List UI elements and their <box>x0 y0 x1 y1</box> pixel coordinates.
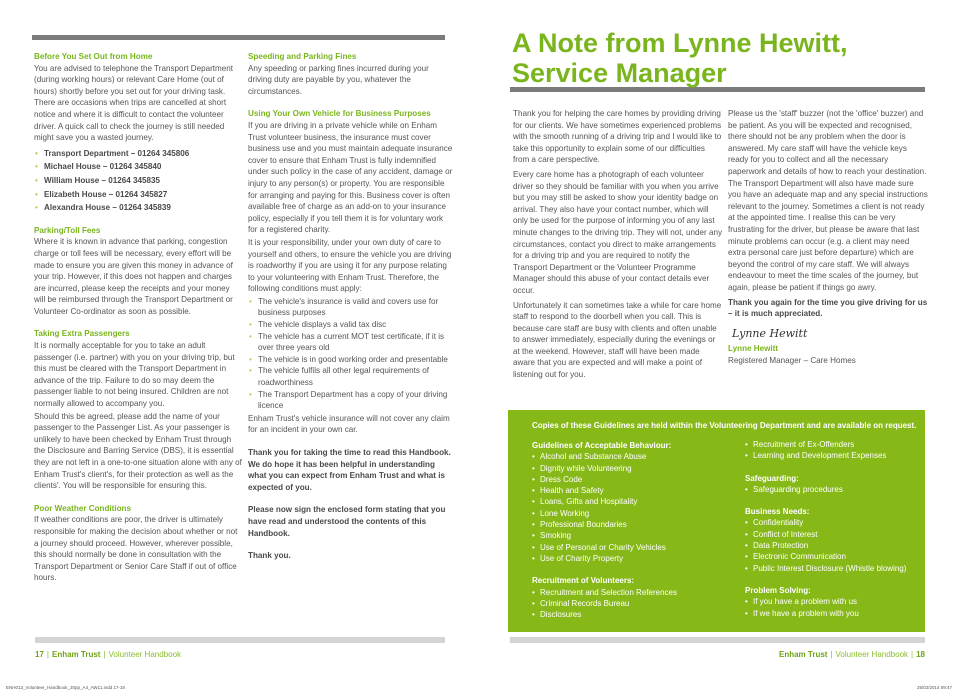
guideline-item: • Loans, Gifts and Hospitality <box>532 496 732 507</box>
title-line-1: A Note from Lynne Hewitt, <box>512 28 848 58</box>
note-paragraph: Every care home has a photograph of each volunteer driver so they should be familiar with you when you arrive but you may still be asked to show your identity badge on arrival. They also have your contact number, which will only be used for the purpose of informing you of any last minute changes to the driving trip. They will not, under any circumstances, contact you direct to make arrangements for a driving trip and you are required to notify the Transport Department or the Volunteer Programme Manager should this abuse of your contact details ever occur. <box>513 169 723 295</box>
signatory-name: Lynne Hewitt <box>728 344 779 354</box>
title-line-2: Service Manager <box>512 58 727 88</box>
closing-sign: Please now sign the enclosed form stating that you have read and understood the contents of this Handbook. <box>248 505 446 538</box>
weather-text: If weather conditions are poor, the driver is ultimately responsible for making the decision about whether or not a journey should proceed. However, wherever possible, this should normally be done in consultation with the Transport Department or Senior Care Staff if out of office hours. <box>34 515 238 583</box>
guideline-item: • Health and Safety <box>532 485 732 496</box>
guideline-item: • Criminal Records Bureau <box>532 598 732 609</box>
closing-thank-you: Thank you. <box>248 551 291 561</box>
problem-list <box>745 596 945 619</box>
footer-title: Volunteer Handbook <box>108 650 182 659</box>
guideline-item: • Lone Working <box>532 508 732 519</box>
heading-passengers: Taking Extra Passengers <box>34 329 130 339</box>
page-title <box>512 28 848 88</box>
condition-item: • The Transport Department has a copy of your driving licence <box>248 389 453 412</box>
guideline-item: • Smoking <box>532 530 732 541</box>
footer-org: Enham Trust <box>51 650 101 659</box>
passengers-text-2: Should this be agreed, please add the name of your passenger to the Passenger List. As your passenger is unlikely to have been checked by Enham Trust through the Disclosure and Barring Service (DBS), it is essential they are not left in a one-to-one situation alone with any of Enham Trust's client's, for their protection as well as the clients'. You will be responsible for ensuring this. <box>34 411 242 491</box>
page-number: 18 <box>916 650 925 659</box>
guideline-item: • Recruitment of Ex-Offenders <box>745 439 945 450</box>
vehicle-text: If you are driving in a private vehicle while on Enham Trust volunteer business, the insurance must cover business use and you must maintain adequate insurance cover to ensure that Enham Trust is fully indemnified under such policy in the case of any accident, damage or injury to any person(s) or property. You are responsible for arranging and paying for this. Business cover is often available free of charge as an add-on to your insurance policy, especially if you tell them it is for voluntary work for a registered charity. <box>248 120 453 235</box>
passengers-text: It is normally acceptable for you to take an adult passenger (i.e. partner) with you on your driving trip, but this must be cleared with the Transport Department in advance of the trip. Failure to do so may deem the passenger liable to not being insured. Children are not normally allowed to accompany you. <box>34 341 235 409</box>
recruitment-list <box>532 587 732 621</box>
fines-text: Any speeding or parking fines incurred during your driving duty are payable by you, whatever the circumstances. <box>248 63 429 96</box>
right-column-2 <box>728 108 928 367</box>
note-paragraph: Thank you for helping the care homes by providing driving for our clients. We have sometimes experienced problems with the smooth running of a driving trip and I would like to take this opportunity to explain some of our difficulties from a care perspective. <box>513 109 722 165</box>
guideline-item: • Use of Personal or Charity Vehicles <box>532 542 732 553</box>
guideline-item: • Public Interest Disclosure (Whistle blowing) <box>745 563 945 574</box>
right-column-1 <box>513 108 723 382</box>
phone-item: • Elizabeth House – 01264 345827 <box>34 189 242 201</box>
page-number: 17 <box>35 650 44 659</box>
guidelines-intro: Copies of these Guidelines are held within the Volunteering Department and are available on request. <box>532 421 917 430</box>
signature: Lynne Hewitt <box>732 326 808 340</box>
heading-problem-solving: Problem Solving: <box>745 585 811 595</box>
heading-safeguarding: Safeguarding: <box>745 473 799 483</box>
print-slug-date: 25/02/2014 09:47 <box>916 685 952 690</box>
left-column-2 <box>248 51 453 563</box>
note-paragraph: Unfortunately it can sometimes take a while for care home staff to respond to the doorbell when you call. This is because care staff are busy with clients and often unable to answer immediately, especially during the evenings or at the weekend. However, staff will have been made aware that you are expected and will make a point of listening out for you. <box>513 300 722 380</box>
guideline-item: • Alcohol and Substance Abuse <box>532 451 732 462</box>
note-thanks: Thank you again for the time you give driving for us – it is much appreciated. <box>728 297 928 319</box>
guideline-item: • Recruitment and Selection References <box>532 587 732 598</box>
footer-org: Enham Trust <box>778 650 828 659</box>
guideline-item: • Use of Charity Property <box>532 553 732 564</box>
before-text: You are advised to telephone the Transport Department (during working hours) or relevant Care Home (out of hours) shortly before you set out for your driving task. There are occasions when trips are cancelled at short notice and where it is difficult to contact the volunteer driver. A quick call to check the journey is still needed might save you a wasted journey. <box>34 63 234 143</box>
phone-item: • Alexandra House – 01264 345839 <box>34 202 242 214</box>
guideline-item: • Dress Code <box>532 474 732 485</box>
heading-parking: Parking/Toll Fees <box>34 225 101 235</box>
note-paragraph-2: Please us the 'staff' buzzer (not the 'office' buzzer) and be patient. As you will be expected and recognised, there should not be any problem when the door is answered. My care staff will have the vehicle keys ready for you to collect and all the necessary paperwork and details of how to reach your destination. The Transport Department will also have made sure you have an adequate map and any special instructions relevant to the journey. Sometimes a client is not ready at the appointed time. I realise this can be very frustrating for the driver, but please be aware that last minute problems can occur (e.g. a client may need extra personal care just before departure) which are beyond the control of my care staff. We will always endeavour to meet the time scales of the journey, but again, please be patient if things go awry. <box>728 109 928 292</box>
signatory-role: Registered Manager – Care Homes <box>728 355 856 365</box>
footer-title: Volunteer Handbook <box>835 650 909 659</box>
business-list <box>745 517 945 573</box>
guidelines-column-1 <box>532 440 732 631</box>
closing-thanks: Thank you for taking the time to read this Handbook. We do hope it has been helpful in understanding what you can expect from Enham Trust and what is expected of you. <box>248 448 451 492</box>
guideline-item: • Confidentiality <box>745 517 945 528</box>
vehicle-text-2: It is your responsibility, under your own duty of care to yourself and others, to ensure the vehicle you are driving is roadworthy if you are using it for any purpose relating to your volunteering with Enham Trust. Therefore, the following conditions must apply: <box>248 237 452 294</box>
guideline-item: • If we have a problem with you <box>745 608 945 619</box>
print-slug-file: ENH013_Volunteer_Handbook_20pp_A4_AW11.indd 17-18 <box>6 685 125 690</box>
heading-business: Business Needs: <box>745 507 810 517</box>
guidelines-column-2 <box>745 439 945 630</box>
condition-item: • The vehicle displays a valid tax disc <box>248 319 453 331</box>
guideline-item: • Disclosures <box>532 609 732 620</box>
heading-before-you-set-out: Before You Set Out from Home <box>34 52 153 61</box>
guideline-item: • Dignity while Volunteering <box>532 463 732 474</box>
heading-fines: Speeding and Parking Fines <box>248 52 357 61</box>
footer-right: Enham Trust | Volunteer Handbook | 18 <box>778 650 925 659</box>
bottom-rule-left <box>35 637 445 643</box>
phone-item: • William House – 01264 345835 <box>34 175 242 187</box>
safeguarding-list <box>745 484 945 495</box>
phone-list <box>34 148 242 214</box>
guideline-item: • If you have a problem with us <box>745 596 945 607</box>
recruitment-list-continued <box>745 439 945 462</box>
parking-text: Where it is known in advance that parking, congestion charge or toll fees will be necessary, every effort will be made to ensure you are given this money in advance of your trip. However, if this does not happen and charges are incurred, please keep the receipts and your money will be reimbursed through the Transport Department or Volunteer Co-ordinator as soon as possible. <box>34 237 233 316</box>
guidelines-box <box>508 410 925 632</box>
guideline-item: • Safeguarding procedures <box>745 484 945 495</box>
top-rule-left <box>32 35 445 40</box>
left-column-1 <box>34 51 242 585</box>
condition-item: • The vehicle has a current MOT test certificate, if it is over three years old <box>248 331 453 354</box>
phone-item: • Transport Department – 01264 345806 <box>34 148 242 160</box>
bottom-rule-right <box>510 637 925 643</box>
heading-behaviour: Guidelines of Acceptable Behaviour: <box>532 441 672 450</box>
heading-own-vehicle: Using Your Own Vehicle for Business Purposes <box>248 109 431 119</box>
phone-item: • Michael House – 01264 345840 <box>34 161 242 173</box>
heading-weather: Poor Weather Conditions <box>34 503 131 513</box>
guideline-item: • Professional Boundaries <box>532 519 732 530</box>
conditions-list <box>248 296 453 412</box>
condition-item: • The vehicle fulfils all other legal requirements of roadworthiness <box>248 365 453 388</box>
behaviour-list <box>532 451 732 564</box>
condition-item: • The vehicle's insurance is valid and covers use for business purposes <box>248 296 453 319</box>
guideline-item: • Data Protection <box>745 540 945 551</box>
vehicle-text-3: Enham Trust's vehicle insurance will not cover any claim for an incident in your own car. <box>248 413 450 435</box>
footer-left: 17 | Enham Trust | Volunteer Handbook <box>35 650 182 659</box>
guideline-item: • Learning and Development Expenses <box>745 450 945 461</box>
guideline-item: • Conflict of Interest <box>745 529 945 540</box>
guideline-item: • Electronic Communication <box>745 551 945 562</box>
condition-item: • The vehicle is in good working order and presentable <box>248 354 453 366</box>
heading-recruitment: Recruitment of Volunteers: <box>532 576 635 586</box>
